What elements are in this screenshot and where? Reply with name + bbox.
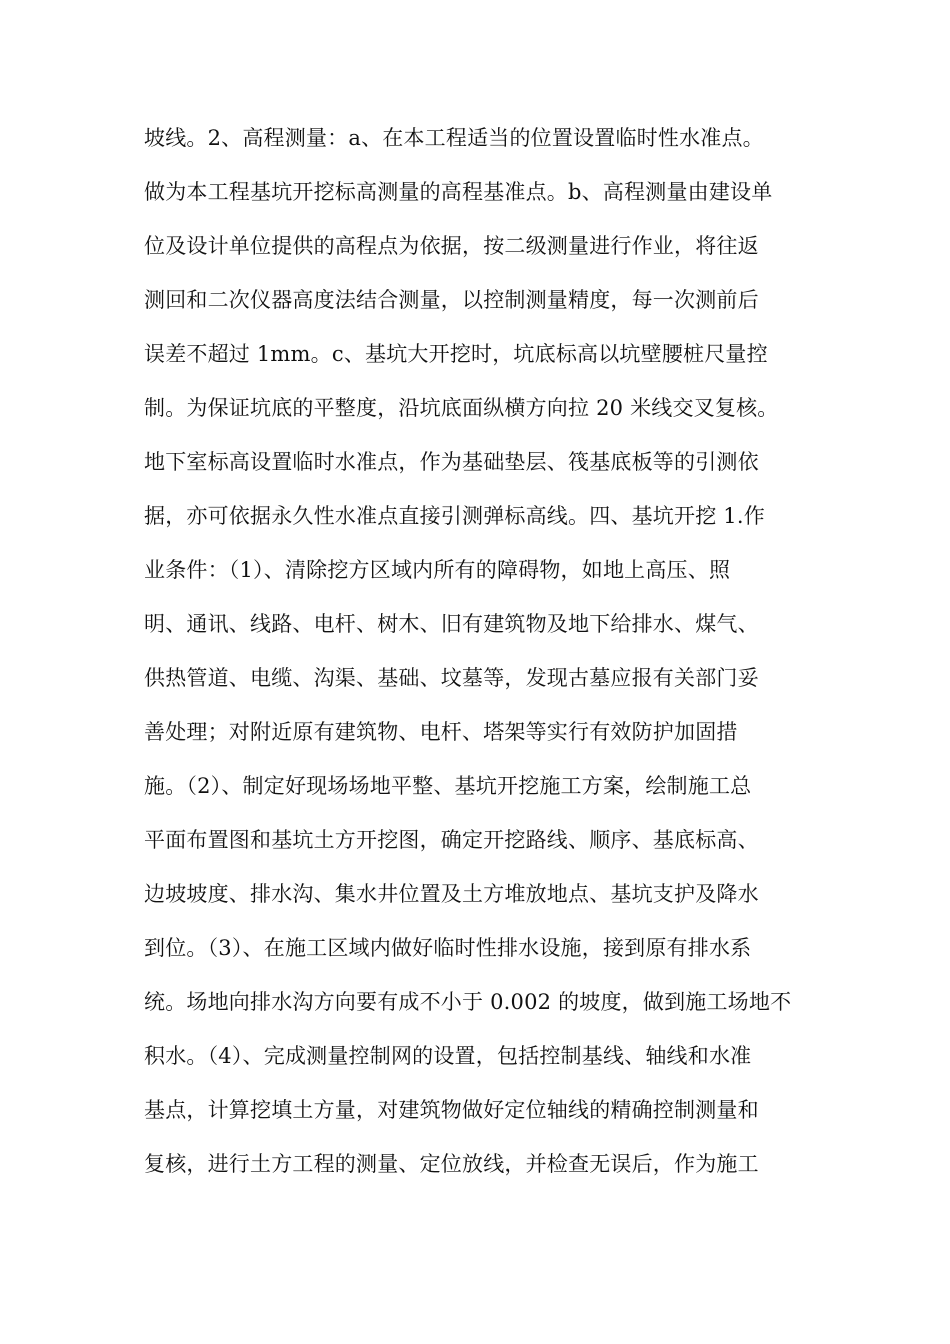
text-line: 到位。（3）、在施工区域内做好临时性排水设施，接到原有排水系 [144, 936, 752, 960]
text-line: 地下室标高设置临时水准点，作为基础垫层、筏基底板等的引测依 [144, 450, 759, 474]
text-line: 平面布置图和基坑土方开挖图，确定开挖路线、顺序、基底标高、 [144, 828, 759, 852]
text-line: 积水。（4）、完成测量控制网的设置，包括控制基线、轴线和水准 [144, 1044, 752, 1068]
text-line: 基点，计算挖填土方量，对建筑物做好定位轴线的精确控制测量和 [144, 1098, 759, 1122]
text-line: 施。（2）、制定好现场场地平整、基坑开挖施工方案，绘制施工总 [144, 774, 752, 798]
text-line: 误差不超过 1mm。c、基坑大开挖时，坑底标高以坑壁腰桩尺量控 [144, 342, 768, 366]
text-line: 据，亦可依据永久性水准点直接引测弹标高线。四、基坑开挖 1.作 [144, 504, 765, 528]
text-line: 善处理；对附近原有建筑物、电杆、塔架等实行有效防护加固措 [144, 720, 738, 744]
text-line: 供热管道、电缆、沟渠、基础、坟墓等，发现古墓应报有关部门妥 [144, 666, 759, 690]
text-line: 测回和二次仪器高度法结合测量，以控制测量精度，每一次测前后 [144, 288, 759, 312]
text-line: 坡线。2、高程测量：a、在本工程适当的位置设置临时性水准点。 [144, 126, 764, 150]
text-line: 制。为保证坑底的平整度，沿坑底面纵横方向拉 20 米线交叉复核。 [144, 396, 779, 420]
text-line: 统。场地向排水沟方向要有成不小于 0.002 的坡度，做到施工场地不 [144, 990, 792, 1014]
text-line: 边坡坡度、排水沟、集水井位置及土方堆放地点、基坑支护及降水 [144, 882, 759, 906]
text-line: 位及设计单位提供的高程点为依据，按二级测量进行作业，将往返 [144, 234, 759, 258]
text-line: 复核，进行土方工程的测量、定位放线，并检查无误后，作为施工 [144, 1152, 759, 1176]
text-line: 做为本工程基坑开挖标高测量的高程基准点。b、高程测量由建设单 [144, 180, 773, 204]
text-line: 业条件：（1）、清除挖方区域内所有的障碍物，如地上高压、照 [144, 558, 731, 582]
text-line: 明、通讯、线路、电杆、树木、旧有建筑物及地下给排水、煤气、 [144, 612, 759, 636]
body-text [144, 118, 824, 1198]
